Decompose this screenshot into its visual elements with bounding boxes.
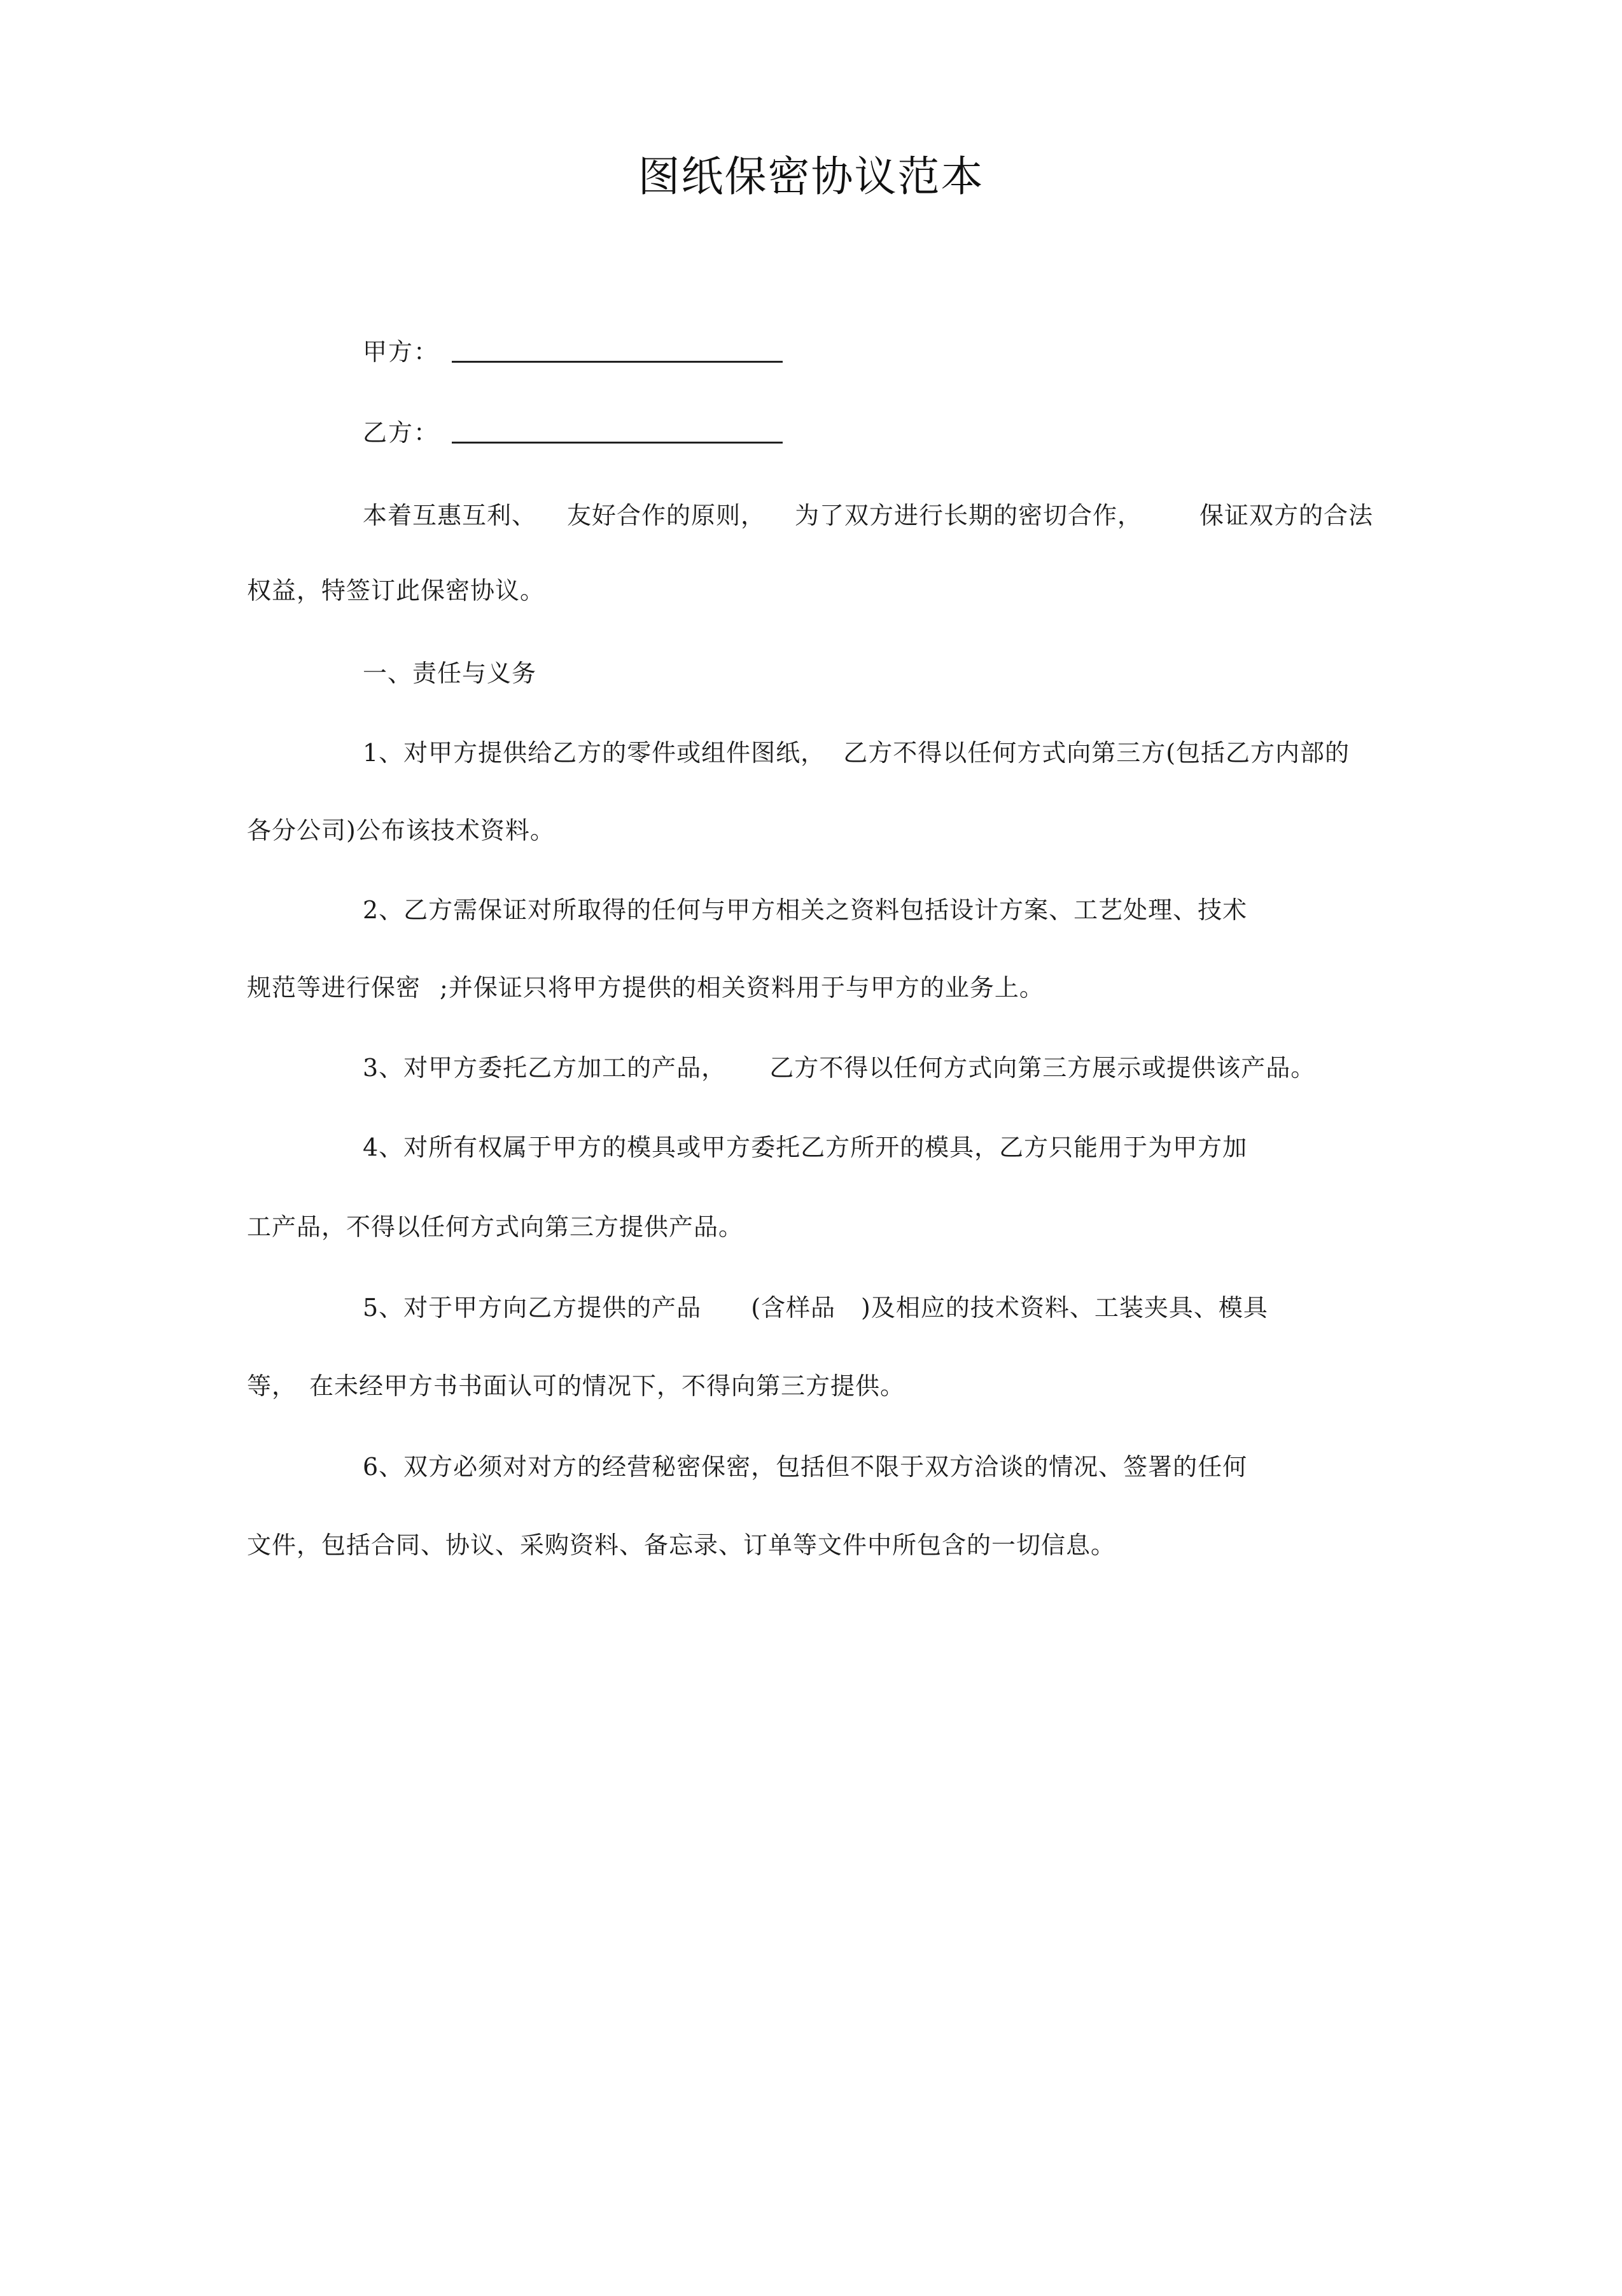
clause-5-seg-2: (含样品 <box>751 1294 836 1322</box>
clause-1-line-1 <box>363 737 1350 769</box>
clause-1-seg-1: 1、对甲方提供给乙方的零件或组件图纸， <box>363 739 826 767</box>
party-a-blank-line <box>452 361 783 363</box>
party-b-row <box>363 417 783 449</box>
clause-2-line-2 <box>247 972 1044 1004</box>
clause-4-line-1: 4、对所有权属于甲方的模具或甲方委托乙方所开的模具，乙方只能用于为甲方加 <box>363 1133 1248 1161</box>
clause-5-seg-1: 5、对于甲方向乙方提供的产品 <box>363 1294 702 1322</box>
intro-line-1 <box>363 500 1373 531</box>
section-heading: 一、责任与义务 <box>363 659 537 687</box>
clause-5-seg-3: )及相应的技术资料、工装夹具、模具 <box>861 1294 1268 1322</box>
intro-seg-3: 为了双方进行长期的密切合作， <box>795 501 1143 529</box>
clause-6-line-1: 6、双方必须对对方的经营秘密保密，包括但不限于双方洽谈的情况、签署的任何 <box>363 1453 1248 1481</box>
intro-seg-2: 友好合作的原则， <box>567 501 766 529</box>
clause-1-line-2: 各分公司)公布该技术资料。 <box>247 816 555 844</box>
intro-seg-4: 保证双方的合法 <box>1199 501 1374 529</box>
clause-3-seg-2: 乙方不得以任何方式向第三方展示或提供该产品。 <box>769 1054 1316 1082</box>
party-a-row <box>363 336 783 368</box>
party-b-label: 乙方： <box>363 419 440 447</box>
clause-5-seg-5: 在未经甲方书书面认可的情况下，不得向第三方提供。 <box>309 1372 905 1400</box>
clause-1-seg-2: 乙方不得以任何方式向第三方(包括乙方内部的 <box>843 739 1350 767</box>
clause-2-line-1: 2、乙方需保证对所取得的任何与甲方相关之资料包括设计方案、工艺处理、技术 <box>363 896 1248 924</box>
clause-3-line-1 <box>363 1052 1315 1084</box>
document-title: 图纸保密协议范本 <box>638 152 984 201</box>
clause-2-seg-2: ;并保证只将甲方提供的相关资料用于与甲方的业务上。 <box>440 974 1044 1002</box>
clause-4-line-2: 工产品，不得以任何方式向第三方提供产品。 <box>247 1213 744 1241</box>
intro-line-2: 权益，特签订此保密协议。 <box>247 577 545 605</box>
clause-6-line-2: 文件，包括合同、协议、采购资料、备忘录、订单等文件中所包含的一切信息。 <box>247 1531 1116 1559</box>
party-b-blank-line <box>452 442 783 444</box>
clause-2-seg-1: 规范等进行保密 <box>247 974 421 1002</box>
party-a-label: 甲方： <box>363 338 440 366</box>
clause-5-line-1 <box>363 1292 1268 1324</box>
clause-3-seg-1: 3、对甲方委托乙方加工的产品， <box>363 1054 727 1082</box>
intro-seg-1: 本着互惠互利、 <box>363 501 537 529</box>
clause-5-line-2 <box>247 1370 905 1402</box>
clause-5-seg-4: 等， <box>247 1372 297 1400</box>
